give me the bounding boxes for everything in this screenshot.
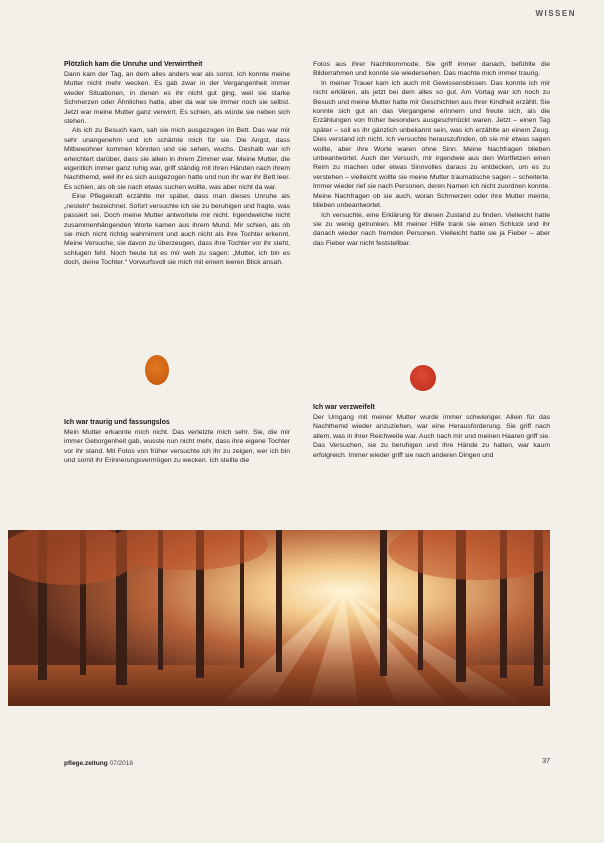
- paragraph: Fotos aus ihrer Nachtkommode. Sie griff immer danach, befühlte die Bilderrahmen und konnte sie wiedersehen. Das machte mich immer traurig.: [313, 61, 550, 78]
- article-column-left-top: [64, 60, 290, 268]
- paragraph: Als ich zu Besuch kam, sah sie mich ausgezogen im Bett. Das war mir sehr unangenehm und ich schämte mich für sie. Die Angst, dass Mitbewohner kommen könnten und sie sehen, wuchs. Deshalb war ich erleichtert darüber, dass sie allein in ihrem Zimmer war. Meine Mutter, die eigentlich immer ganz ruhig war, griff ständig mit ihren Händen nach ihrem Nachthemd, weil ihr es sich ausgezogen hatte und nun ihr war ihr Bett leer. Es schien, als ob sie nach etwas suchen wollte, was aber nicht da war.: [64, 127, 290, 191]
- article-column-right-bottom: [313, 403, 550, 460]
- forest-sunlight-photo: [8, 530, 550, 706]
- forest-illustration: [8, 530, 550, 706]
- paragraph: In meiner Trauer kam ich auch mit Gewissensbissen. Das konnte ich mir nicht erklären, als jetzt bei dem alles so gut. Am Vortag war ich noch zu Besuch und meine Mutter hatte mir Geschichten aus ihrer Kindheit erzählt. Sie konnte sich gut an das Vergangene erinnern und freute sich, als die Erzählungen von früher besonders ausgeschmückt waren. Jetzt – einen Tag später – soll es ihr gänzlich unbekannt sein, was ich erzählte an einem Zeug. Dies verstand ich nicht. Ich versuchte herauszufinden, ob sie mir etwas sagen wollte, aber ihre Worte waren ohne Sinn. Meine Nachfragen blieben unbeantwortet. Auch der Versuch, mir irgendwie aus den Wortfetzen einen Reim zu machen oder etwas Sinnvolles daraus zu entdecken, um es zu verstehen – vielleicht wollte sie meine Mutter traumatische sagen – scheiterte. Immer wieder rief sie nach Personen, deren Namen ich nicht zuordnen konnte. Meine Nachfragen ob sie auch, woran Schmerzen oder ihre Mutter meinte, blieben unbeantwortet.: [313, 79, 550, 210]
- red-dot-decoration: [410, 365, 436, 391]
- section-tag: WISSEN: [535, 9, 576, 18]
- subheading-desperate: Ich war verzweifelt: [313, 404, 375, 411]
- article-column-left-bottom: [64, 418, 290, 466]
- paragraph: Der Umgang mit meiner Mutter wurde immer schwieriger. Allein für das Nachthemd wieder anzuziehen, war eine Herausforderung. Sie griff nach allem, was in ihrer Reichweite war. Auch nach mir und meinen Haaren griff sie. Das Versuchen, sie zu beruhigen und ihre Hände zu halten, war kaum erfolgreich. Immer wieder griff sie nach anderen Dingen und: [313, 414, 550, 459]
- orange-dot-decoration: [145, 355, 169, 385]
- footer-magazine: [64, 760, 133, 767]
- subheading-sad: Ich war traurig und fassungslos: [64, 419, 170, 426]
- page-number: 37: [542, 758, 550, 765]
- article-column-right-top: [313, 60, 550, 248]
- subheading-unrest: Plötzlich kam die Unruhe und Verwirrtheit: [64, 61, 203, 68]
- issue-number: 07/2018: [109, 760, 134, 767]
- magazine-name: pflege.zeitung: [64, 760, 108, 767]
- paragraph: Mein Mutter erkannte mich nicht. Das verletzte mich sehr. Sie, die mir immer Geborgenheit gab, wusste nun nicht mehr, dass ihre eigene Tochter vor ihr stand. Mit Fotos von früher versuchte ich ihr zu zeigen, wer ich bin und somit ihr Erinnerungsvermögen zu wecken. Ich stellte die: [64, 429, 290, 465]
- paragraph: Ich versuchte, eine Erklärung für diesen Zustand zu finden. Vielleicht hatte sie zu wenig getrunken. Mit meiner Hilfe trank sie einen Schluck und ihr danach wieder nach fremden Personen. Vielleicht hatte sie ja Fieber – aber das Fieber war nicht feststellbar.: [313, 211, 550, 247]
- paragraph: Eine Pflegekraft erzählte mir später, dass man dieses Unruhe als „nesteln“ bezeichnet. Sofort versuchte ich sie zu beruhigen und fragte, was passiert sei. Doch meine Mutter antwortete mir nicht. Irgendwelche nicht zusammenhängenden Worte kamen aus ihrem Mund. Mir schien, als ob sie mich nicht richtig wahrnimmt und auch nicht als ihre Tochter erkennt. Meine Versuche, sie davon zu überzeugen, dass ihre Tochter vor ihr steht, schlugen fehl. Noch heute tut es mir weh zu sagen: „Mutter, ich bin es doch, deine Tochter.“ Vorwurfsvoll sie mich mit einem leeren Blick ansah.: [64, 193, 290, 267]
- paragraph: Dann kam der Tag, an dem alles anders war als sonst. Ich konnte meine Mutter nicht mehr wecken. Es gab zwar in der Vergangenheit immer wieder Situationen, in denen es ihr nicht gut ging, weil sie starke Schmerzen oder Ähnliches hatte, aber da war sie immer noch sie selbst. Jetzt war meine Mutter ganz verwirrt. Es schien, als würde sie neben sich stehen.: [64, 71, 290, 126]
